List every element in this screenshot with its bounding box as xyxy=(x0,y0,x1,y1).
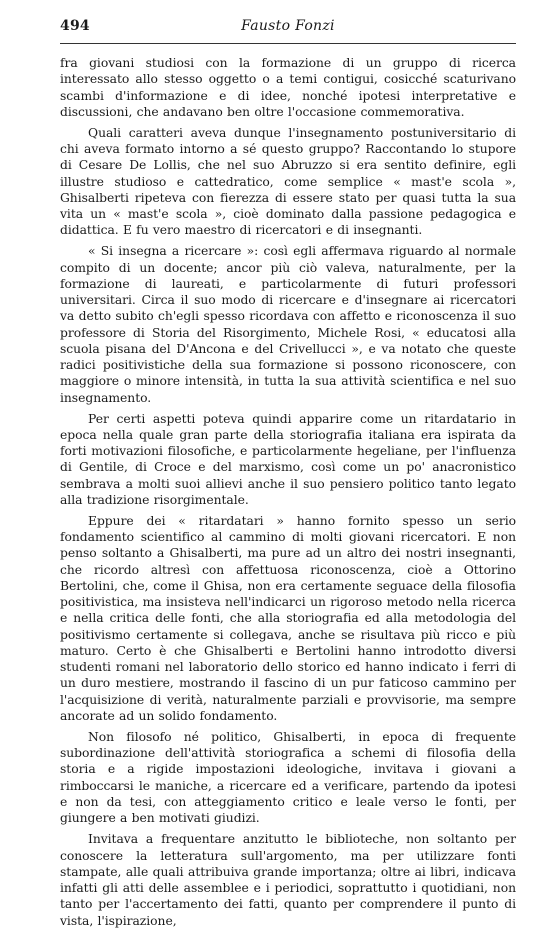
paragraph-5: Eppure dei « ritardatari » hanno fornito spesso un serio fondamento scientifico al cammino di molti giovani ricercatori. E non penso soltanto a Ghisalberti, ma pure ad un altro dei nostri insegnanti, che ricordo altresì con affettuosa riconoscenza, cioè a Ottorino Bertolini, che, come il Ghisa, non era certamente seguace della filosofia positivistica, ma insisteva nell'indicarci un rigoroso metodo nella ricerca e nella critica delle fonti, che alla storiografia ed alla metodologia del positivismo certamente si collegava, anche se risultava più ricco e più maturo. Certo è che Ghisalberti e Bertolini hanno introdotto diversi studenti romani nel laboratorio dello storico ed hanno indicato i ferri di un duro mestiere, mostrando il fascino di un pur faticoso cammino per l'acquisizione di verità, naturalmente parziali e provvisorie, ma sempre ancorate ad un solido fondamento. xyxy=(60,513,516,723)
page-header xyxy=(60,18,516,40)
body-text xyxy=(60,55,516,934)
paragraph-6: Non filosofo né politico, Ghisalberti, in epoca di frequente subordinazione dell'attività storiografica a schemi di filosofia della storia e a rigide impostazioni ideologiche, invitava i giovani a rimboccarsi le maniche, a ricercare ed a verificare, partendo da ipotesi e non da tesi, con atteggiamento critico e leale verso le fonti, per giungere a ben motivati giudizi. xyxy=(60,729,516,826)
paragraph-4: Per certi aspetti poteva quindi apparire come un ritardatario in epoca nella quale gran parte della storiografia italiana era ispirata da forti motivazioni filosofiche, e particolarmente hegeliane, per l'influenza di Gentile, di Croce e del marxismo, così come un po' anacronistico sembrava a molti suoi allievi anche il suo pensiero politico tanto legato alla tradizione risorgimentale. xyxy=(60,411,516,507)
paragraph-1: fra giovani studiosi con la formazione di un gruppo di ricerca interessato allo stesso oggetto o a temi contigui, cosicché scaturivano scambi d'informazione e di idee, nonché ipotesi interpretative e discussioni, che andavano ben oltre l'occasione commemorativa. xyxy=(60,56,516,119)
paragraph-3: « Si insegna a ricercare »: così egli affermava riguardo al normale compito di un docente; ancor più ciò valeva, naturalmente, per la formazione di laureati, e particolarmente di futuri professori universitari. Circa il suo modo di ricercare e d'insegnare ai ricercatori va detto subito ch'egli spesso ricordava con affetto e riconoscenza il suo professore di Storia del Risorgimento, Michele Rosi, « educatosi alla scuola pisana del D'Ancona e del Crivellucci », e va notato che queste radici positivistiche della sua formazione si possono riconoscere, con maggiore o minore intensità, in tutta la sua attività scientifica e nel suo insegnamento. xyxy=(60,244,516,405)
header-rule xyxy=(60,43,516,44)
paragraph-2: Quali caratteri aveva dunque l'insegnamento postuniversitario di chi aveva formato intorno a sé questo gruppo? Raccontando lo stupore di Cesare De Lollis, che nel suo Abruzzo si era sentito definire, egli illustre studioso e cattedratico, come semplice « mast'e scola », Ghisalberti ripeteva con fierezza di essere stato per quasi tutta la sua vita un « mast'e scola », cioè dominato dalla passione pedagogica e didattica. E fu vero maestro di ricercatori e di insegnanti. xyxy=(60,125,516,238)
running-head: Fausto Fonzi xyxy=(241,18,335,34)
page-number: 494 xyxy=(60,18,90,34)
paragraph-7: Invitava a frequentare anzitutto le biblioteche, non soltanto per conoscere la letteratura sull'argomento, ma per utilizzare fonti stampate, alle quali attribuiva grande importanza; oltre ai libri, indicava infatti gli atti delle assemblee e i periodici, soprattutto i quotidiani, non tanto per l'accertamento dei fatti, quanto per comprendere il punto di vista, l'ispirazione, xyxy=(60,832,516,928)
